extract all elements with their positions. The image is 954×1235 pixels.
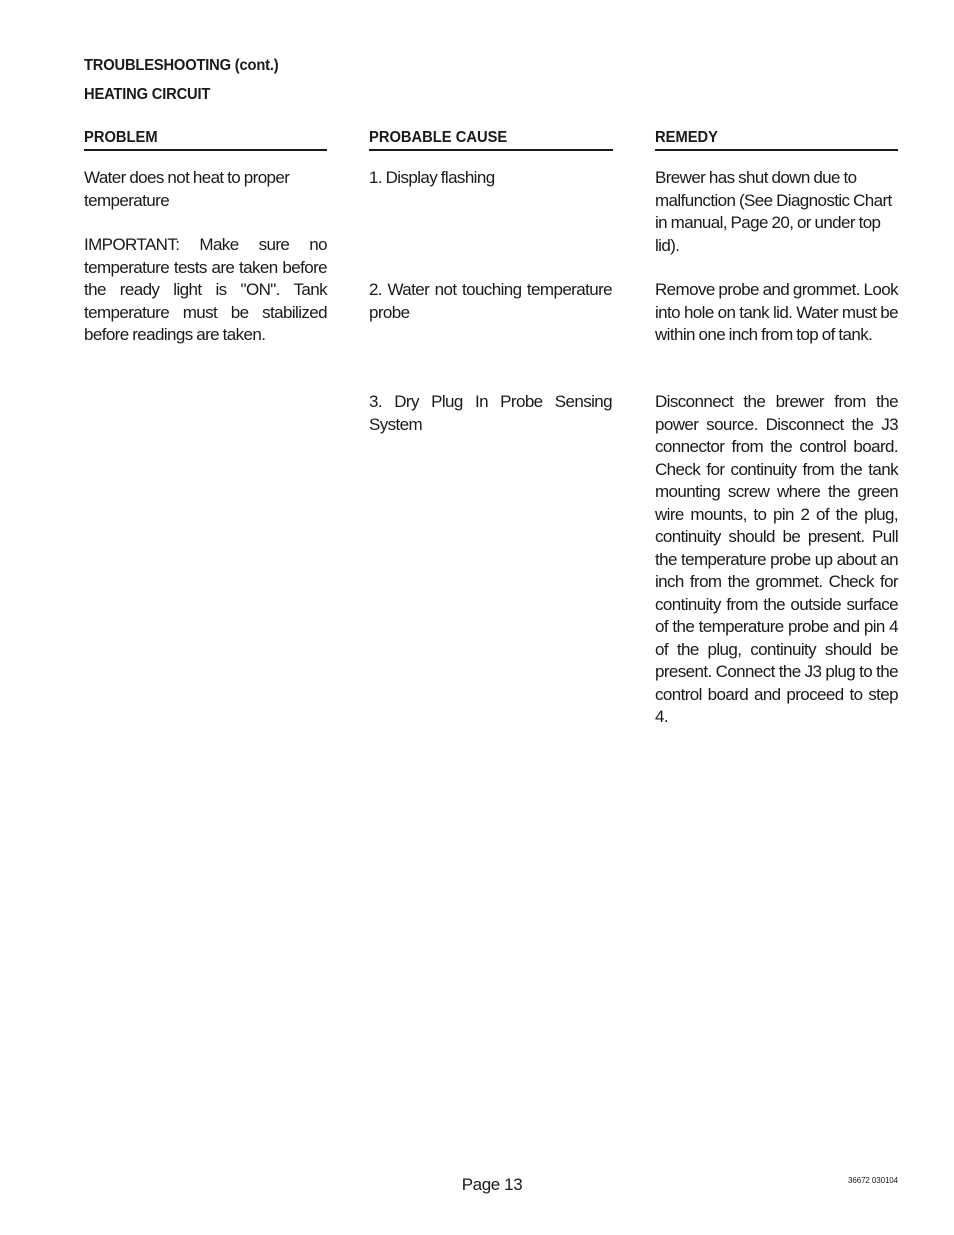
remedy-3: Disconnect the brewer from the power source. Disconnect the J3 connector from the control board. Check for continuity from the tank mounting screw where the green wire mounts, to pin 2 of the plug, continuity should be present. Pull the temperature probe up about an inch from the grommet. Check for continuity from the outside surface of the temperature probe and pin 4 of the plug, continuity should be present. Connect the J3 plug to the control board and proceed to step 4.: [655, 392, 898, 726]
column-header-problem: PROBLEM: [84, 129, 327, 151]
remedy-1: Brewer has shut down due to malfunction (See Diagnostic Chart in manual, Page 20, or under top lid).: [655, 168, 892, 255]
cause-2: 2. Water not touching temperature probe: [369, 280, 612, 322]
problem-important-note: IMPORTANT: Make sure no temperature tests are taken before the ready light is "ON". Tank temperature must be stabilized before readings are taken.: [84, 235, 327, 344]
section-title: TROUBLESHOOTING (cont.): [84, 57, 279, 74]
problem-description: Water does not heat to proper temperature: [84, 168, 290, 210]
remedy-2: Remove probe and grommet. Look into hole on tank lid. Water must be within one inch from top of tank.: [655, 280, 898, 344]
column-header-probable-cause: PROBABLE CAUSE: [369, 129, 613, 151]
subsection-title: HEATING CIRCUIT: [84, 86, 211, 103]
cause-1: 1. Display flashing: [369, 168, 495, 187]
column-header-remedy: REMEDY: [655, 129, 898, 151]
document-code: 36672 030104: [848, 1176, 898, 1185]
page-number: Page 13: [461, 1175, 523, 1194]
cause-3: 3. Dry Plug In Probe Sensing System: [369, 392, 612, 434]
